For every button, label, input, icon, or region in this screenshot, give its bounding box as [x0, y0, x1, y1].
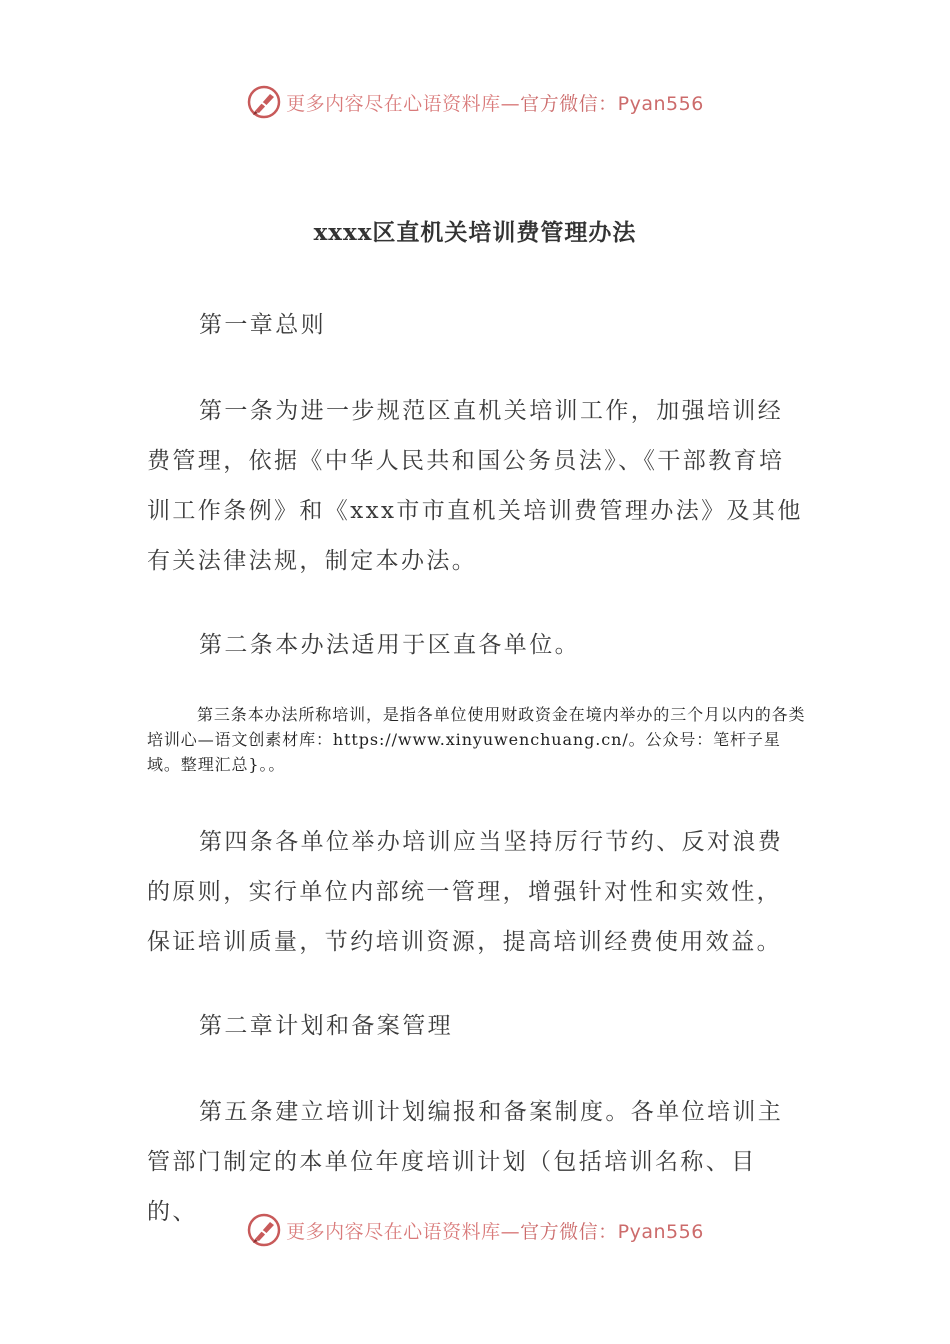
document-body	[147, 300, 807, 1237]
article-paragraph-small: 第三条本办法所称培训，是指各单位使用财政资金在境内举办的三个月以内的各类培训心—语文创素材库：https://www.xinyuwenchuang.cn/。公众号：笔杆子星域。整理汇总}。。	[147, 705, 806, 774]
banner-text: 更多内容尽在心语资料库—官方微信：Pyan556	[286, 92, 704, 115]
document-title: xxxx区直机关培训费管理办法	[313, 219, 637, 246]
chapter-heading: 第一章总则	[199, 312, 326, 338]
article-paragraph: 第二条本办法适用于区直各单位。	[199, 632, 580, 658]
banner-text: 更多内容尽在心语资料库—官方微信：Pyan556	[286, 1220, 704, 1243]
pen-logo-icon	[246, 1212, 282, 1248]
article-paragraph: 第四条各单位举办培训应当坚持厉行节约、反对浪费的原则，实行单位内部统一管理，增强针对性和实效性，保证培训质量，节约培训资源，提高培训经费使用效益。	[147, 829, 784, 955]
footer-banner	[0, 1210, 950, 1250]
article-paragraph: 第五条建立培训计划编报和备案制度。各单位培训主管部门制定的本单位年度培训计划（包括培训名称、目的、	[147, 1099, 784, 1225]
article-paragraph: 第一条为进一步规范区直机关培训工作，加强培训经费管理，依据《中华人民共和国公务员法》、《干部教育培训工作条例》和《xxx市市直机关培训费管理办法》及其他有关法律法规，制定本办法。	[147, 398, 803, 574]
chapter-heading: 第二章计划和备案管理	[199, 1013, 453, 1039]
pen-logo-icon	[246, 84, 282, 120]
header-banner	[0, 82, 950, 122]
